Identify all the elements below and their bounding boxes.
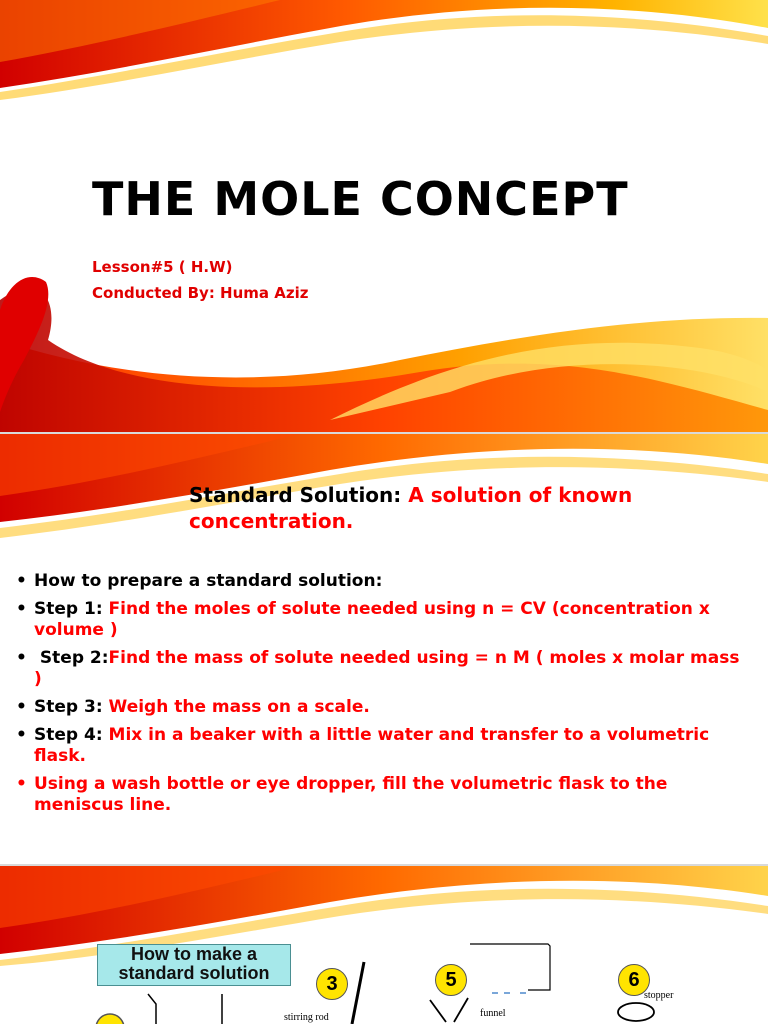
bullet-icon: • [16,725,27,745]
standard-solution-diagram [90,942,730,1024]
step-text: Mix in a beaker with a little water and transfer to a volumetric flask. [34,725,710,766]
lesson-label: Lesson#5 ( H.W) [92,258,233,276]
figure-title: How to make a standard solution [97,944,291,986]
step-text: Find the mass of solute needed using = n M ( moles x molar mass ) [34,648,740,689]
standard-solution-slide [0,434,768,864]
bullet-icon: • [16,774,27,794]
bullet-icon: • [16,571,27,591]
step-label: Step 4: [34,725,103,745]
procedure-figure-slide [0,866,768,1024]
stopper-label: stopper [644,990,674,1001]
step-3-badge: 3 [316,968,348,1000]
step-label: Step 2: [34,648,109,668]
stirring-rod-label: stirring rod [284,1012,329,1023]
bullet-icon: • [16,648,27,668]
bullet-icon: • [16,697,27,717]
item-label: How to prepare a standard solution: [34,571,383,591]
list-item [16,571,746,592]
list-item [16,725,746,767]
list-item [16,599,746,641]
procedure-list [16,571,746,823]
step-text: Find the moles of solute needed using n = CV (concentration x volume ) [34,599,710,640]
slide-title: THE MOLE CONCEPT [92,172,629,226]
step-5-badge: 5 [435,964,467,996]
step-text: Weigh the mass on a scale. [108,697,370,717]
heading-definition: A solution of known concentration. [189,483,633,533]
funnel-label: funnel [480,1008,506,1019]
list-item [16,648,746,690]
conductor-label: Conducted By: Huma Aziz [92,284,309,302]
list-item [16,774,746,816]
title-slide [0,0,768,432]
step-6-badge: 6 [618,964,650,996]
step-text: Using a wash bottle or eye dropper, fill the volumetric flask to the meniscus line. [34,774,668,815]
bullet-icon: • [16,599,27,619]
heading-term: Standard Solution: [189,483,402,507]
list-item [16,697,746,718]
slide-heading [189,482,749,534]
step-label: Step 3: [34,697,103,717]
step-label: Step 1: [34,599,103,619]
